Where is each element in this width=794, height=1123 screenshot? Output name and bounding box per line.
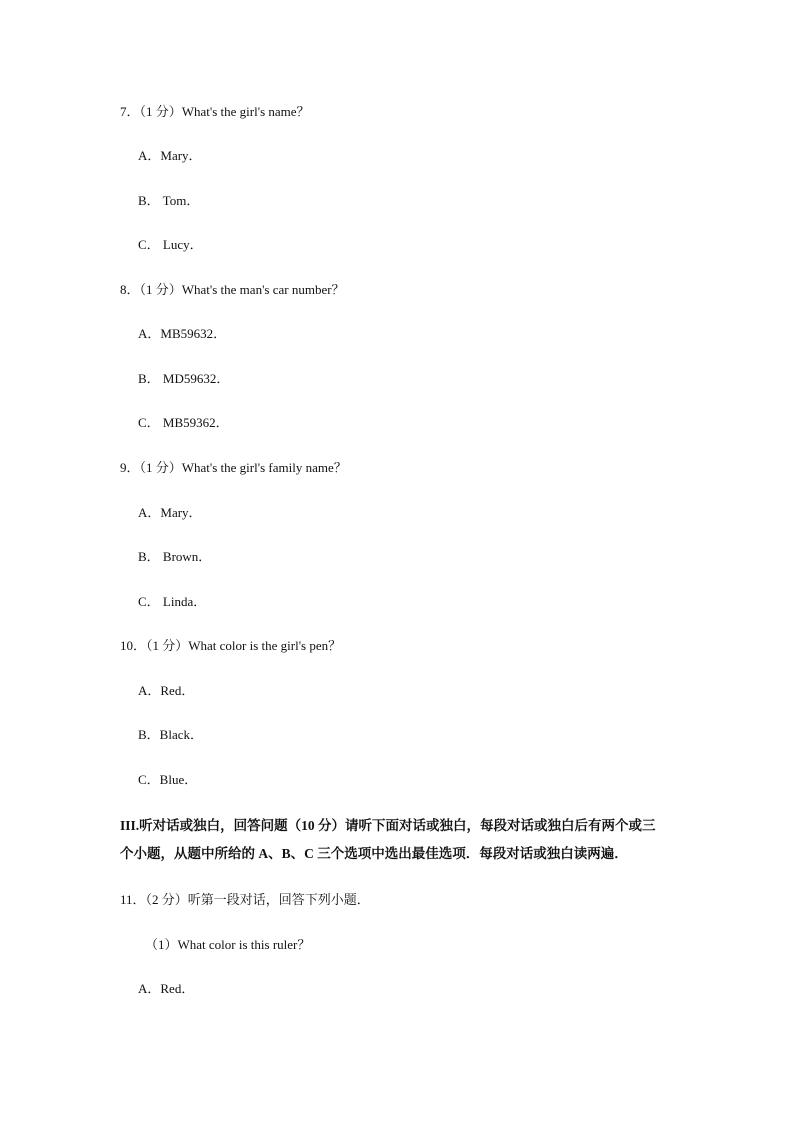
question-8-option-a: A．MB59632． — [138, 326, 227, 341]
question-7-option-c: C． Lucy． — [138, 237, 203, 252]
question-7-stem: 7．（1 分）What's the girl's name？ — [120, 104, 310, 119]
question-9-stem: 9．（1 分）What's the girl's family name？ — [120, 460, 347, 475]
section-3-instructions — [120, 812, 680, 868]
section-3-line-2: 个小题，从题中所给的 A、B、C 三个选项中选出最佳选项．每段对话或独白读两遍． — [120, 846, 628, 861]
question-11-1-option-a: A．Red． — [138, 981, 195, 996]
question-10-option-b: B．Black． — [138, 727, 203, 742]
question-10-stem: 10．（1 分）What color is the girl's pen？ — [120, 638, 342, 653]
question-9-option-a: A．Mary． — [138, 505, 202, 520]
question-9-option-b: B． Brown． — [138, 549, 212, 564]
question-8-option-c: C． MB59362． — [138, 415, 229, 430]
question-7-option-a: A．Mary． — [138, 148, 202, 163]
question-7-option-b: B． Tom． — [138, 193, 200, 208]
question-11-stem: 11．（2 分）听第一段对话，回答下列小题． — [120, 892, 370, 907]
question-11-sub-1: （1）What color is this ruler？ — [145, 937, 311, 952]
question-8-stem: 8．（1 分）What's the man's car number？ — [120, 282, 345, 297]
question-8-option-b: B． MD59632． — [138, 371, 230, 386]
question-10-option-c: C．Blue． — [138, 772, 198, 787]
question-9-option-c: C． Linda． — [138, 594, 207, 609]
question-10-option-a: A．Red． — [138, 683, 195, 698]
section-3-line-1: III.听对话或独白，回答问题（10 分）请听下面对话或独白，每段对话或独白后有两个或三 — [120, 818, 656, 833]
